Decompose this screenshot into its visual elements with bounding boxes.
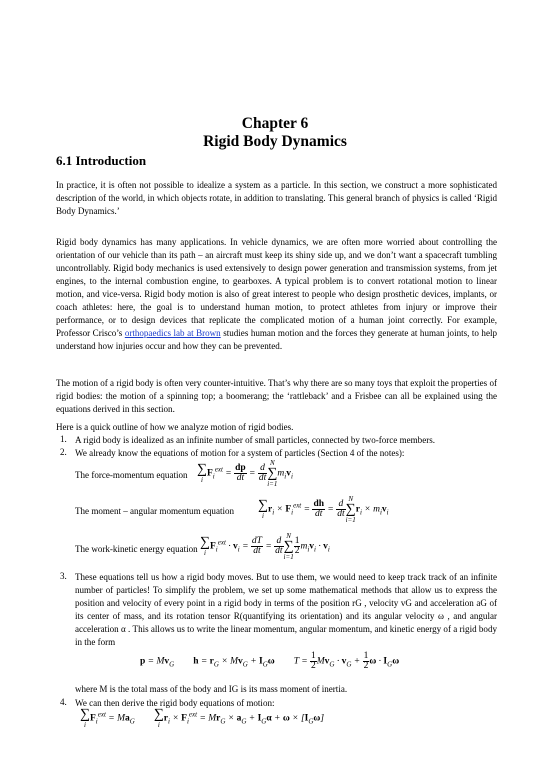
list-item-2: We already know the equations of motion for a system of particles (Section 4 of the notes): [75, 448, 405, 458]
list-number-4: 4. [60, 697, 67, 707]
chapter-title: Rigid Body Dynamics [203, 133, 347, 150]
paragraph-outline: Here is a quick outline of how we analyze motion of rigid bodies. [56, 422, 294, 432]
section-heading: 6.1 Introduction [56, 153, 147, 168]
list-item-3-continuation: where M is the total mass of the body and IG is its mass moment of inertia. [75, 684, 348, 694]
equation-rigid-body-motion: ∑ i $F_i^{ext} = Ma_G$ ∑ i $r_i \times F_i^{ext} = Mr_G \times a_G + I_G\alpha + \omega \times [I_G\omega]$ [80, 707, 325, 729]
list-number-2: 2. [60, 447, 67, 457]
list-item-1: A rigid body is idealized as an infinite number of small particles, connected by two-force members. [75, 435, 436, 445]
orthopaedics-lab-link[interactable]: orthopaedics lab at Brown [124, 328, 221, 338]
list-item-4: We can then derive the rigid body equations of motion: [75, 698, 275, 708]
list-item-3: These equations tell us how a rigid body moves. But to use them, we would need to keep track track of an infinite number of particles! To simplify the problem, we set up some mathematical methods that allow us to express the position and velocity of every point in a rigid body in terms of the position rG , velocity vG and acceleration aG of its center of mass, and its rotation tensor R(quantifying its orientation) and its angular velocity ω , and angular acceleration α . This allows us to write the linear momentum, angular momentum, and kinetic energy of a rigid body in the form [75, 572, 497, 647]
equation-force-momentum: ∑ i $F_i^{ext}$ = $\frac{dp}{dt}$ = $\frac{d}{dt}$ N ∑ i=1 $m_iv_i$ [197, 459, 293, 488]
list-number-1: 1. [60, 434, 67, 444]
eq-label-force-momentum: The force-momentum equation [75, 470, 188, 480]
equation-rigid-body-quantities: $p = Mv_G$ $h = r_G \times Mv_G + I_G\omega$ T = $\frac{1}{2}$ $Mv_G \cdot v_G$ + $\frac{1}{2}$ $\omega \cdot I_G\omega$ [140, 651, 400, 671]
equation-work-kinetic-energy: ∑ i $F_i^{ext} \cdot v_i$ = $\frac{dT}{dt}$ = $\frac{d}{dt}$ N ∑ i=1 $\frac{1}{2}$ $m_iv_i \cdot v_i$ [200, 532, 330, 561]
eq-label-moment-angular-momentum: The moment – angular momentum equation [75, 506, 235, 516]
list-number-3: 3. [60, 571, 67, 581]
paragraph-intuition: The motion of a rigid body is often very counter-intuitive. That’s why there are so many toys that exploit the properties of rigid bodies: the motion of a spinning top; a boomerang; the ‘rattleback’ and a Frisbee can all be explained using the equations derived in this section. [56, 378, 497, 414]
paragraph-applications-text-a: Rigid body dynamics has many applications. In vehicle dynamics, we are often more worried about controlling the orientation of our vehicle than its path – an aircraft must keep its shiny side up, and we don’t want a spacecraft tumbling uncontrollably. Rigid body mechanics is used extensively to design power generation and transmission systems, from jet engines, to the internal combustion engine, to gearboxes. A typical problem is to convert rotational motion to linear motion, and vice-versa. Rigid body motion is also of great interest to people who design prosthetic devices, implants, or coach athletes: here, the goal is to understand human motion, to protect athletes from injury or improve their performance, or to design devices that replicate the complicated motion of a human joint correctly. For example, Professor Crisco’s [56, 237, 497, 338]
paragraph-applications [56, 236, 497, 353]
equation-moment-angular-momentum: ∑ i $r_i \times F_i^{ext}$ = $\frac{dh}{dt}$ = $\frac{d}{dt}$ N ∑ i=1 $r_i \times m_iv_i$ [258, 495, 389, 524]
paragraph-applications-text-b: studies human motion and the forces they generate at human joints, to help understand how injuries occur and how they can be prevented. [56, 328, 498, 351]
paragraph-intro: In practice, it is often not possible to idealize a system as a particle. In this section, we construct a more sophisticated description of the world, in which objects rotate, in addition to translating. This general branch of physics is called ‘Rigid Body Dynamics.’ [56, 180, 497, 216]
chapter-number: Chapter 6 [241, 115, 309, 132]
eq-label-work-kinetic-energy: The work-kinetic energy equation [75, 544, 198, 554]
